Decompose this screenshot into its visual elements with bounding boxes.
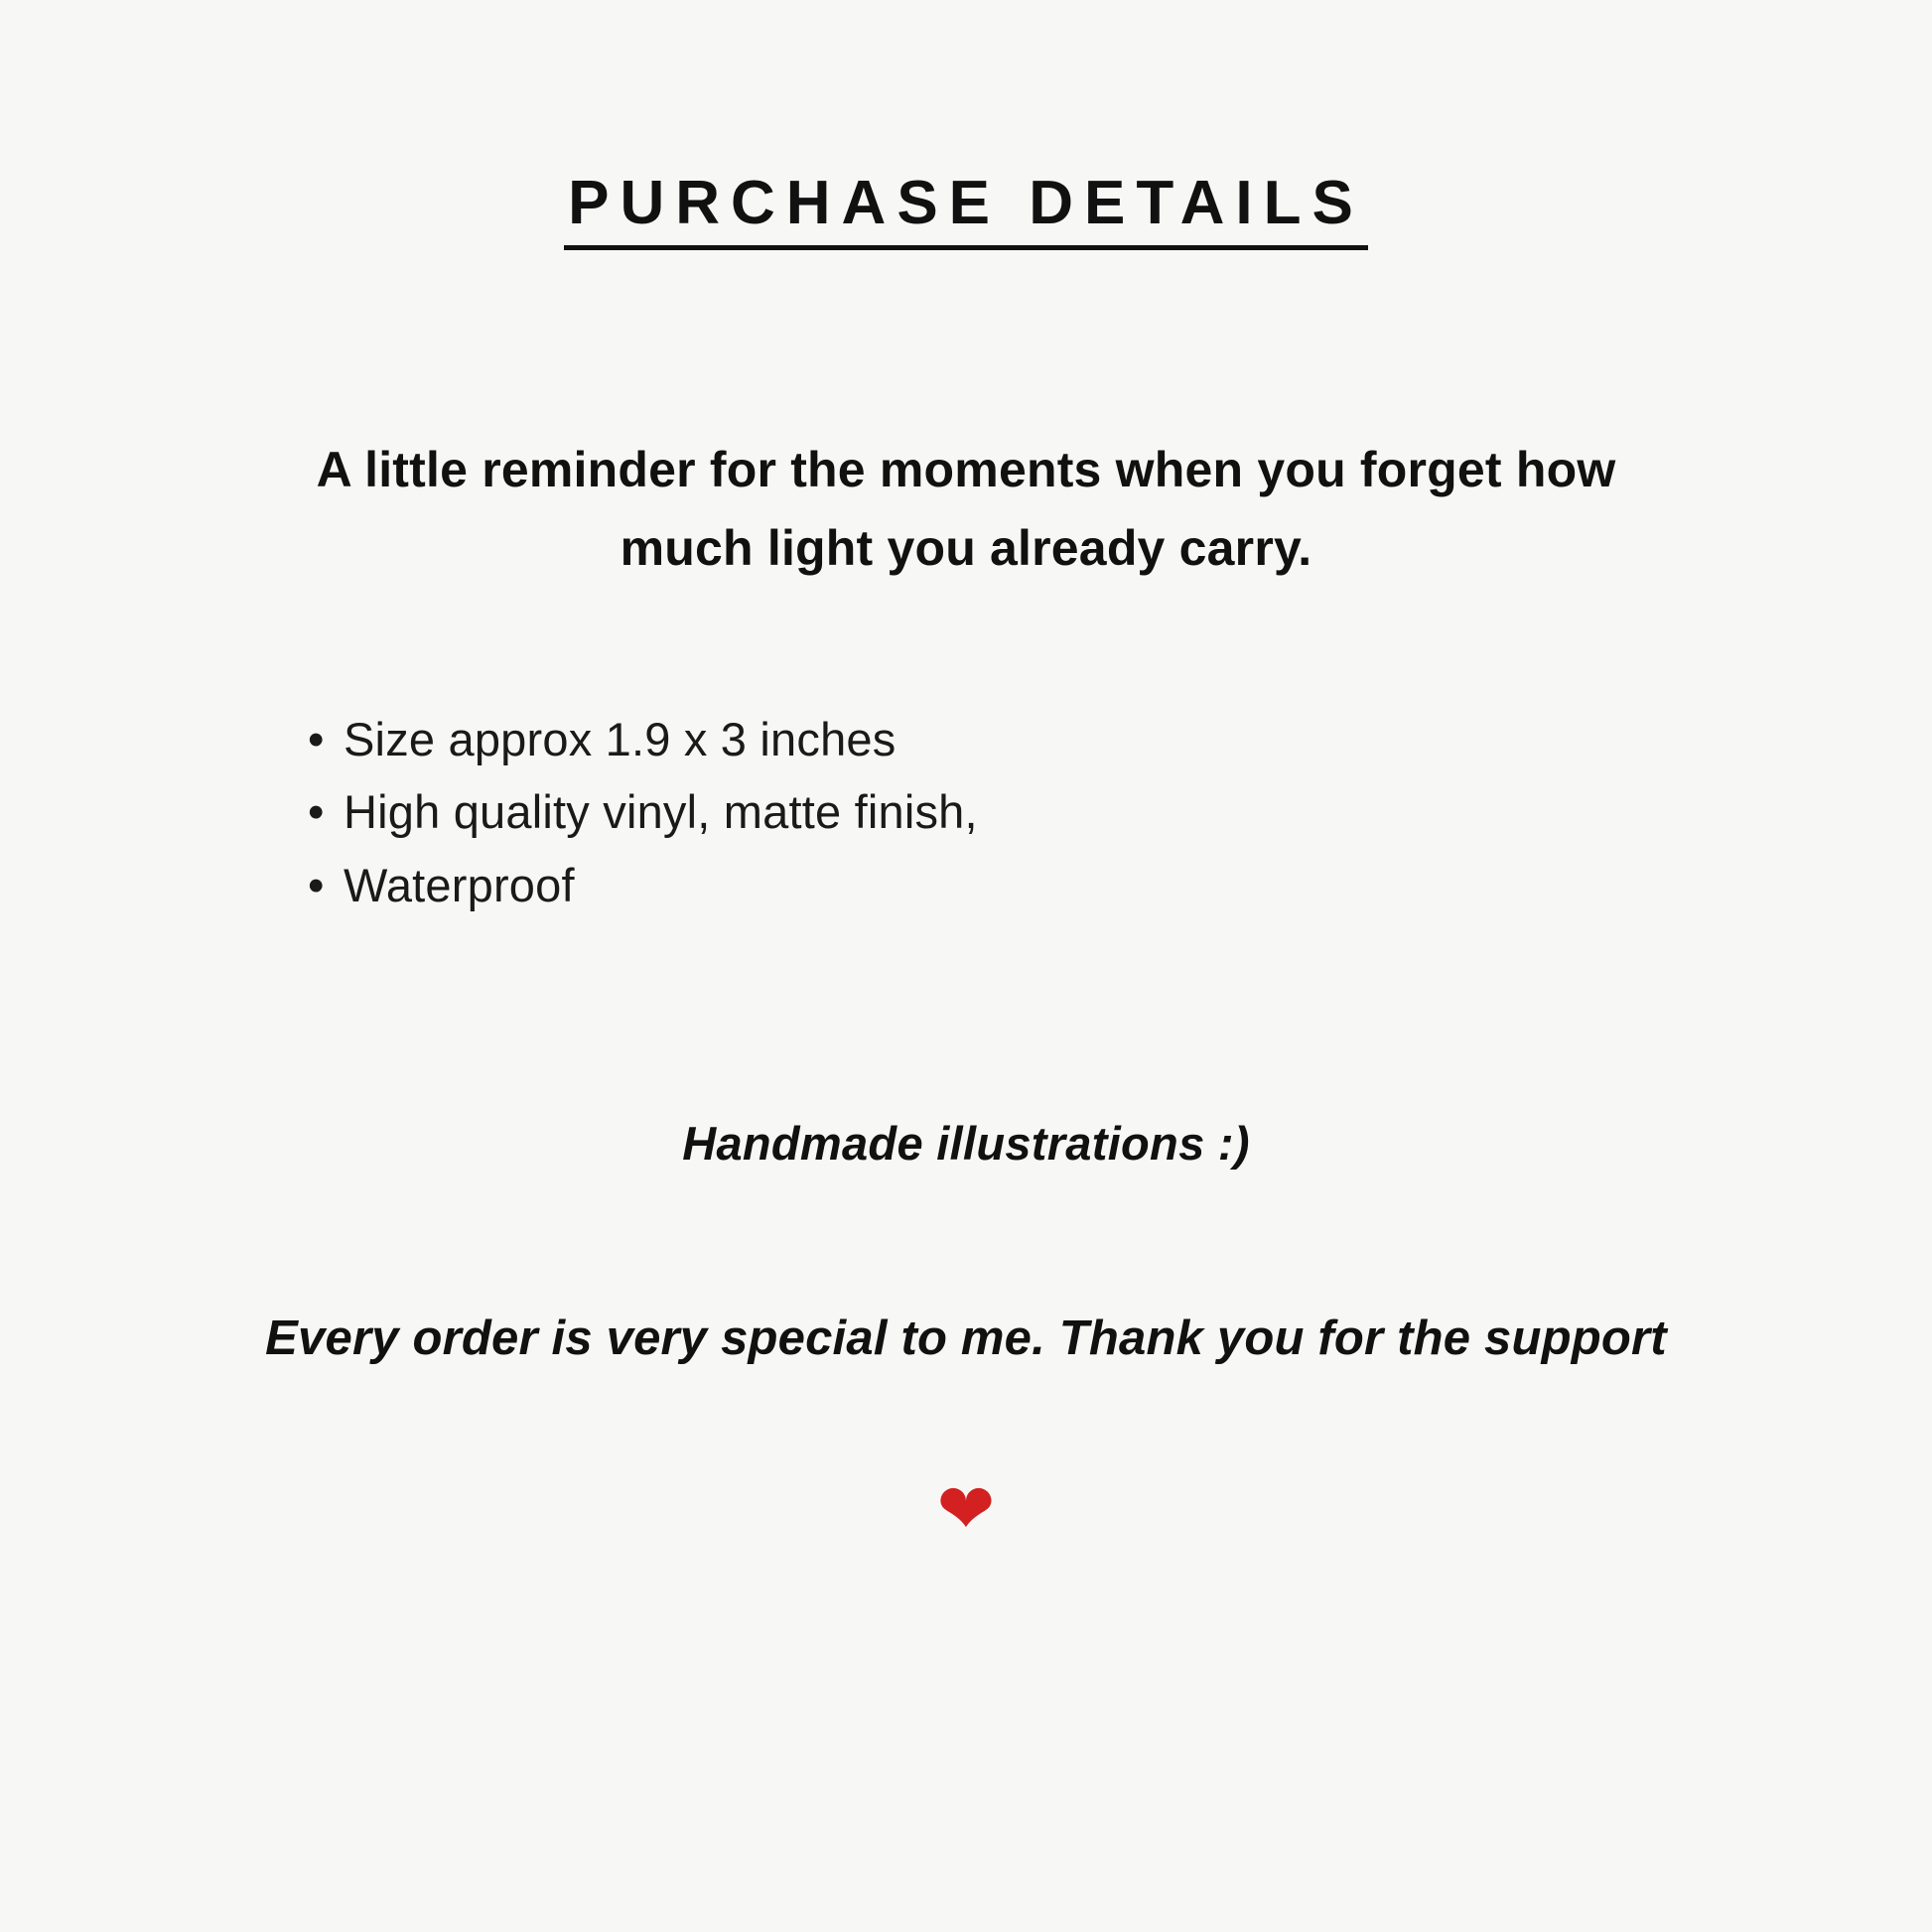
tagline-text: A little reminder for the moments when you forget how much light you already carry.: [316, 442, 1616, 577]
page-title-container: [0, 0, 1932, 250]
list-item: [308, 775, 1676, 848]
product-details-list: [256, 703, 1676, 921]
list-item: [308, 703, 1676, 775]
list-item-label: Size approx 1.9 x 3 inches: [344, 713, 897, 766]
bullet-dot-icon: •: [308, 785, 325, 839]
bullet-dot-icon: •: [308, 713, 325, 766]
list-item: [308, 849, 1676, 921]
bullet-dot-icon: •: [308, 858, 325, 911]
list-item-label: High quality vinyl, matte finish,: [344, 785, 978, 839]
heart-icon: ❤: [936, 1469, 996, 1548]
handmade-note: Handmade illustrations :): [682, 1117, 1250, 1171]
thanks-note: Every order is very special to me. Thank you for the support: [265, 1311, 1667, 1366]
page-title: PURCHASE DETAILS: [564, 171, 1368, 250]
list-item-label: Waterproof: [344, 858, 575, 911]
